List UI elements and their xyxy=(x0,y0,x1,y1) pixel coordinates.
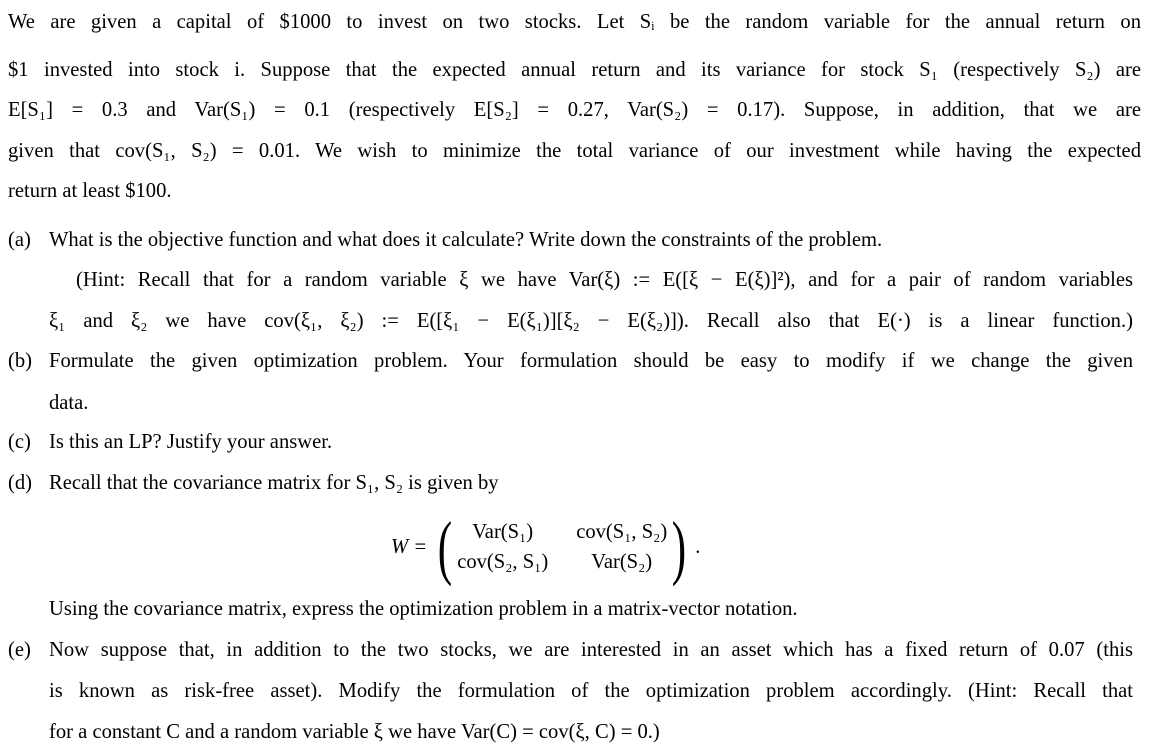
part-a-hint-2: ξ₁ and ξ₂ we have cov(ξ₁, ξ₂) := E([ξ₁ − E(ξ₁)][ξ₂ − E(ξ₂)]). Recall also that E(·) is a linear function.) xyxy=(49,310,1133,332)
intro-line-4: given that cov(S₁, S₂) = 0.01. We wish to minimize the total variance of our investment while having the expected xyxy=(8,140,1141,162)
part-a-line-1: What is the objective function and what does it calculate? Write down the constraints of the problem. xyxy=(49,229,883,251)
left-paren-icon: ( xyxy=(438,507,453,587)
matrix-grid xyxy=(457,518,667,576)
intro-line-2: $1 invested into stock i. Suppose that the expected annual return and its variance for stock S₁ (respectively S₂) are xyxy=(8,59,1141,81)
intro-line-5: return at least $100. xyxy=(8,180,172,202)
part-e-line-2: is known as risk-free asset). Modify the formulation of the optimization problem accordingly. (Hint: Recall that xyxy=(49,680,1133,702)
part-e-label: (e) xyxy=(8,639,31,661)
part-d-line-2: Using the covariance matrix, express the optimization problem in a matrix-vector notation. xyxy=(49,598,798,620)
right-paren-icon: ) xyxy=(672,507,687,587)
part-e-line-1: Now suppose that, in addition to the two stocks, we are interested in an asset which has a fixed return of 0.07 (this xyxy=(49,639,1133,661)
matrix-lhs: W = xyxy=(391,535,428,558)
matrix-cell-22: Var(S₂) xyxy=(591,551,653,573)
part-d-line-1: Recall that the covariance matrix for S₁, S₂ is given by xyxy=(49,472,499,494)
covariance-matrix xyxy=(391,507,701,587)
part-e-line-3: for a constant C and a random variable ξ we have Var(C) = cov(ξ, C) = 0.) xyxy=(49,721,660,743)
part-a-label: (a) xyxy=(8,229,31,251)
part-d-label: (d) xyxy=(8,472,33,494)
part-b-line-1: Formulate the given optimization problem. Your formulation should be easy to modify if we change the given xyxy=(49,350,1133,372)
part-a-hint-1: (Hint: Recall that for a random variable ξ we have Var(ξ) := E([ξ − E(ξ)]²), and for a pair of random variables xyxy=(76,269,1133,291)
matrix-cell-11: Var(S₁) xyxy=(472,521,534,543)
intro-line-1: We are given a capital of $1000 to invest on two stocks. Let Sᵢ be the random variable for the annual return on xyxy=(8,11,1141,33)
matrix-cell-21: cov(S₂, S₁) xyxy=(457,551,549,573)
part-b-line-2: data. xyxy=(49,392,89,414)
intro-line-3: E[S₁] = 0.3 and Var(S₁) = 0.1 (respectively E[S₂] = 0.27, Var(S₂) = 0.17). Suppose, in addition, that we are xyxy=(8,99,1141,121)
part-c-label: (c) xyxy=(8,431,31,453)
matrix-cell-12: cov(S₁, S₂) xyxy=(576,521,668,543)
matrix-period: . xyxy=(695,535,701,558)
part-b-label: (b) xyxy=(8,350,33,372)
part-c-line-1: Is this an LP? Justify your answer. xyxy=(49,431,333,453)
